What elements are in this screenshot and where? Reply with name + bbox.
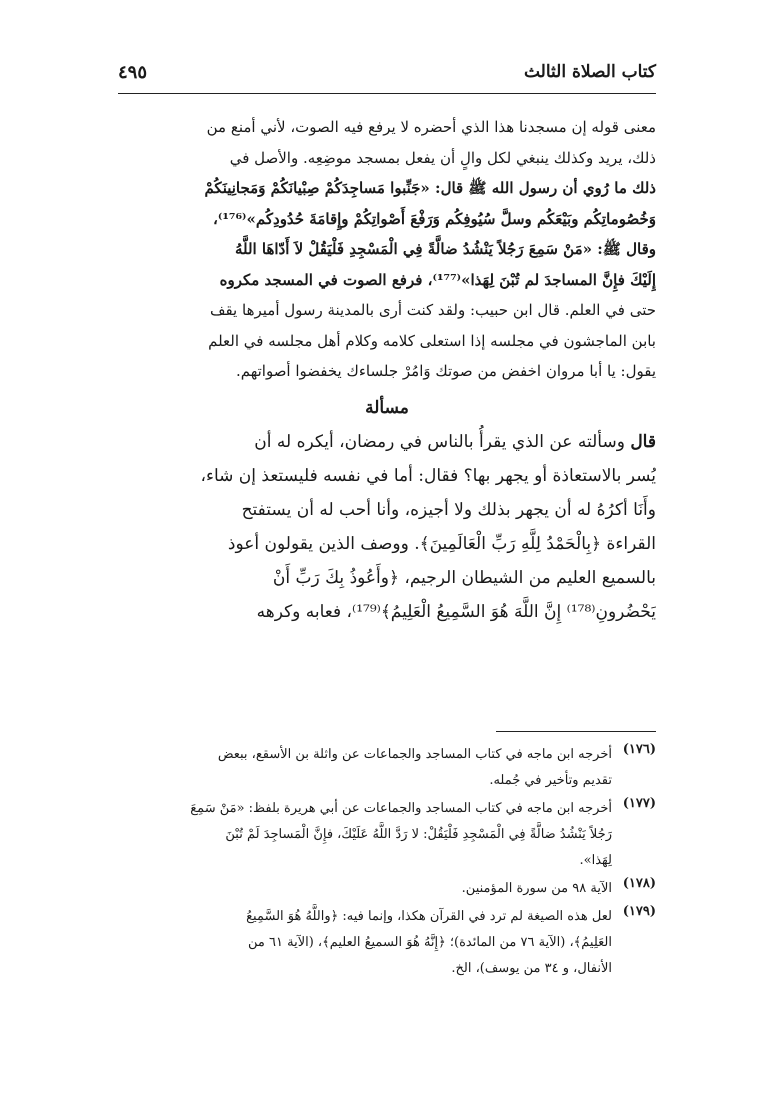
footnote-178 <box>118 876 656 902</box>
footnote-line: الآية ٩٨ من سورة المؤمنين. <box>461 881 612 896</box>
text-line: يقول: يا أبا مروان اخفض من صوتك وَامُرْ جلساءك يخفضوا أصواتهم. <box>235 362 656 380</box>
text-line: القراءة ﴿بِالْحَمْدُ لِلَّهِ رَبِّ الْعَالَمِينَ﴾. ووصف الذين يقولون أعوذ <box>227 533 656 554</box>
footnote-rule <box>496 731 656 732</box>
footnote-176 <box>118 742 656 794</box>
footnote-number: (١٧٦) <box>622 742 656 757</box>
text-line: إِلَيْكَ فإِنَّ المساجدَ لم تُبْنَ لِهَذا»⁽¹⁷⁷⁾، فرفع الصوت في المسجد مكروه <box>219 270 656 289</box>
footnotes <box>118 742 656 982</box>
footnote-line: لعل هذه الصيغة لم ترد في القرآن هكذا، وإنما فيه: ﴿واللَّهُ هُوَ السَّمِيعُ <box>246 909 612 924</box>
footnote-line: لِهَذا». <box>579 853 612 868</box>
footnote-line: أخرجه ابن ماجه في كتاب المساجد والجماعات عن واثلة بن الأسقع، ببعض <box>217 747 612 762</box>
section-1 <box>118 112 656 387</box>
footnote-line: العَلِيمُ﴾، (الآية ٧٦ من المائدة)؛ ﴿إِنَّهُ هُوَ السميعُ العليم﴾، (الآية ٦١ من <box>248 935 612 950</box>
page-number: ٤٩٥ <box>118 62 148 83</box>
text-line: ذلك ما رُوي أن رسول الله ﷺ قال: «جَنِّبوا مَساجِدَكُمْ صِبْيانَكُمْ وَمَجانِينَكُمْ <box>204 179 656 197</box>
text-line: وَخُصُوماتِكُم وبَيْعَكُم وسلَّ سُيُوفِكُم وَرَفْعَ أَصْواتِكُمْ وإِقامَةَ حُدُودِكُم»⁽¹⁷⁶⁾، <box>213 209 656 228</box>
footnote-number: (١٧٩) <box>622 904 656 919</box>
lead-word: قال <box>630 431 656 452</box>
text-line: يَحْضُرونِ⁽¹⁷⁸⁾ إِنَّ اللَّهَ هُوَ السَّمِيعُ الْعَلِيمُ﴾⁽¹⁷⁹⁾، فعابه وكرهه <box>256 601 656 622</box>
text-line: يُسر بالاستعاذة أو يجهر بها؟ فقال: أما في نفسه فليستعذ إن شاء، <box>200 465 656 486</box>
main-text <box>118 112 656 629</box>
text-line: معنى قوله إن مسجدنا هذا الذي أحضره لا يرفع فيه الصوت، لأني أمنع من <box>206 118 656 136</box>
footnote-line: رَجُلاً يَنْشُدُ ضالَّةً فِي الْمَسْجِدِ فَلْيَقُلْ: لا رَدَّ اللَّهُ عَلَيْكَ، فإِنَّ الْمَساجِدَ لَمْ تُبْنَ <box>225 827 612 842</box>
footnote-line: الأنفال، و ٣٤ من يوسف)، الخ. <box>451 961 612 976</box>
running-title: كتاب الصلاة الثالث <box>523 62 656 82</box>
footnote-number: (١٧٨) <box>622 876 656 891</box>
footnote-177 <box>118 796 656 874</box>
footnote-line: أخرجه ابن ماجه في كتاب المساجد والجماعات عن أبي هريرة بلفظ: «مَنْ سَمِعَ <box>190 801 612 816</box>
text-line: بابن الماجشون في مجلسه إذا استعلى كلامه وكلام أهل مجلسه في العلم <box>208 331 656 350</box>
text-line: بالسميع العليم من الشيطان الرجيم، ﴿وأَعُوذُ بِكَ رَبِّ أَنْ <box>272 567 656 588</box>
footnote-179 <box>118 904 656 982</box>
text-line: ذلك، يريد وكذلك ينبغي لكل والٍ أن يفعل بمسجد موضِعِه. والأصل في <box>229 148 656 167</box>
footnote-number: (١٧٧) <box>622 796 656 811</box>
page-header <box>118 58 656 94</box>
text-line: وقال ﷺ: «مَنْ سَمِعَ رَجُلاً يَنْشُدُ ضالَّةً فِي الْمَسْجِدِ فَلْيَقُلْ لاَ أَدّاهَا اللَّهُ <box>234 240 656 258</box>
header-rule <box>118 93 656 94</box>
section-heading: مسألة <box>365 397 409 418</box>
footnote-line: تقديم وتأخير في جُمله. <box>489 773 612 788</box>
text-line-first <box>118 425 656 459</box>
first-line-rest: وسألته عن الذي يقرأُ بالناس في رمضان، أيكره له أن <box>254 431 631 452</box>
text-line: حتى في العلم. قال ابن حبيب: ولقد كنت أرى بالمدينة رسول أميرها يقف <box>209 301 656 319</box>
section-2 <box>118 425 656 629</box>
text-line: وأَنَا أكرُهُ له أن يجهر بذلك ولا أجيزه، وأنا أحب له أن يستفتح <box>241 499 656 520</box>
